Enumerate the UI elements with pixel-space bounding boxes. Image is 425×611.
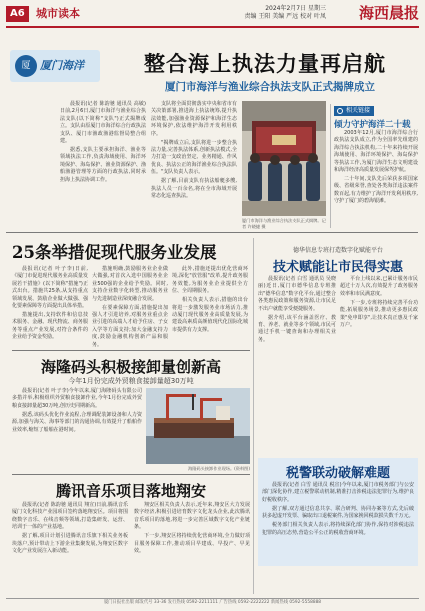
port-body — [12, 388, 142, 466]
port-subheadline: 今年1月份完成外贸粮食接卸量超30万吨 — [68, 377, 194, 385]
page-footer: 厦门日报社出版 邮发代号 33-36 发行热线 0592-2211111 广告热线 0592-2222222 新闻热线 0592-5558888 — [6, 598, 419, 606]
tencent-paragraph: 晨报讯(记者 陈韵驰 通讯员 翔宣)日前,腾讯音乐厦门文化科技产业园项目签约落地翔安区。项目将围绕数字音乐、在线音频等领域,打造集研发、运营、培训于一体的产业基地。 — [12, 502, 128, 531]
tech-column-2 — [340, 276, 418, 452]
port-paragraph: 晨报讯(记者 叶子李)今年以来,厦门海隆码头有限公司多措并举,积极组织外贸粮食接卸作业,今年1月份完成外贸粮食接卸量超30万吨,创历史同期新高。 — [12, 388, 142, 409]
tax-paragraph: 据了解,双方通过信息共享、联合研判、协同办案等方式,先后破获多起虚开发票、骗取出口退税案件,为国家挽回税款损失数千万元。 — [262, 505, 414, 520]
sidebar-paragraph: 2003年12月,厦门市海洋综合行政执法支队成立,作为全国率先组建的海洋综合执法机构,二十年来持续开展海域使用、海洋环境保护、海岛保护等执法工作,为厦门海洋生态文明建设和海洋经济高质量发展保驾护航。 — [334, 130, 418, 174]
section-rule — [6, 232, 418, 233]
services-paragraph: 晨报讯(记者 叶子李)日前,《厦门市促进现代服务业高质量发展若干措施》(以下简称"措施")正式出台。措施共25条,从支持重点领域发展、鼓励企业做大做强、强化要素保障等方面提出具体举措。 — [12, 266, 88, 310]
sidebar-divider — [330, 104, 331, 228]
tencent-paragraph: 翔安区相关负责人表示,近年来,翔安区大力发展数字经济,积极引进培育数字文化龙头企业,此次腾讯音乐项目的落地,将进一步完善区域数字文化产业链条。 — [134, 502, 250, 531]
lead-paragraph: 据了解,目前支队有执法船艇多艘,执法人员一百余名,将在全市海域开展常态化巡查执法。 — [151, 178, 237, 200]
tax-paragraph: 晨报讯(记者 白雪 通讯员 税宣)今年以来,厦门市税务部门与公安部门深化协作,建立税警联动机制,精准打击涉税违法犯罪行为,维护良好税收秩序。 — [262, 482, 414, 503]
services-column-3 — [172, 266, 248, 344]
tech-column-1 — [258, 276, 336, 452]
services-column-1 — [12, 266, 88, 344]
masthead-rule — [6, 26, 419, 28]
story-headline-services: 25条举措促现代服务业发展 — [12, 243, 217, 262]
port-photo-caption: 海隆码头接卸作业现场。(资料图) — [188, 466, 250, 471]
section-rule — [12, 350, 250, 351]
services-paragraph: 措施提出,支持软件和信息技术服务、金融、现代物流、商务服务等重点产业发展,对符合条件的企业给予资金奖励。 — [12, 312, 88, 341]
masthead — [0, 0, 425, 28]
tech-paragraph: 晨报讯(记者 白雪 通讯员 吴晓丽)近日,厦门市德华信息专班推出"德华信息"数字化平台,通过整合各类惠民政策和服务资源,让市民足不出户就能享受便捷服务。 — [258, 276, 336, 312]
right-column-divider — [253, 238, 254, 594]
section-rule — [12, 474, 250, 475]
tech-paragraph: 据介绍,该平台涵盖医疗、教育、养老、就业等多个领域,市民可通过手机一键查询和办理相关业务。 — [258, 314, 336, 343]
sidebar-paragraph: 二十年间,支队先后荣获多项国家级、省级荣誉,查处各类海洋违法案件数百起,有力维护了海洋开发利用秩序,守护了厦门的碧海银滩。 — [334, 176, 418, 205]
newspaper-brand: 海西晨报 — [358, 4, 419, 22]
services-column-2 — [92, 266, 168, 348]
tax-paragraph: 税务部门相关负责人表示,将持续深化部门协作,保持对涉税违法犯罪的高压态势,营造公平公正的税收营商环境。 — [262, 522, 414, 536]
sidebar-body — [334, 130, 418, 228]
column-logo-text: 厦门海洋 — [40, 59, 84, 72]
story-headline-port: 海隆码头积极接卸量创新高 — [40, 358, 221, 376]
services-paragraph: 措施明确,鼓励服务业企业做大做强,对首次入选中国服务业企业500强的企业给予奖励。同时,支持企业数字化转型,推动服务业与先进制造业深度融合发展。 — [92, 266, 168, 302]
related-link-label: 相关链接 — [346, 107, 371, 114]
story-headline-tech: 技术赋能让市民得实惠 — [272, 260, 403, 275]
lead-paragraph: 晨报讯(记者 陈韵驰 通讯员 高敏)日前,2月6日,厦门市海洋与渔业综合执法支队(以下简称"支队")正式揭牌成立。支队由原厦门市海洋综合行政执法支队、厦门市渔政渔港监督局整合组建。 — [60, 101, 146, 145]
lead-subheadline: 厦门市海洋与渔业综合执法支队正式揭牌成立 — [165, 81, 375, 93]
lead-column-2 — [151, 101, 237, 225]
tencent-column-1 — [12, 502, 128, 594]
port-photo-image — [146, 388, 250, 464]
lead-paragraph: 支队将全面贯彻落实中央和省市有关决策部署,推进海上执法统筹,提升执法效能,加强渔业资源保护和海洋生态环境保护,依法维护海洋开发利用秩序。 — [151, 101, 237, 137]
column-logo — [10, 50, 100, 82]
link-icon — [337, 108, 343, 114]
tech-paragraph: 下一步,专班将持续完善平台功能,拓展服务场景,推动更多惠民政策"免申即享",让技术真正惠及千家万户。 — [340, 299, 418, 329]
lead-photo — [242, 101, 326, 216]
services-paragraph: 在要素保障方面,措施提出加强人才引进培养,对服务业重点企业引进的高端人才给予住房、子女入学等方面支持;加大金融支持力度,鼓励金融机构创新产品和服务。 — [92, 304, 168, 348]
port-paragraph: 据悉,该码头优化作业流程,合理调配装卸设备和人力资源,加强与海关、海事等部门的沟通协调,有效提升了船舶作业效率,缩短了船舶在港时间。 — [12, 411, 142, 433]
story-headline-tencent: 腾讯音乐项目落地翔安 — [55, 482, 206, 500]
lead-headline: 整合海上执法力量再启航 — [144, 51, 386, 76]
column-logo-mark: 厦 — [15, 55, 37, 77]
tax-body — [262, 482, 414, 594]
date-text: 2024年2月7日 星期三 — [265, 5, 326, 12]
services-paragraph: 相关负责人表示,措施的出台将进一步激发服务业市场活力,推动厦门现代服务业高质量发展,为建设高素质高颜值现代化国际化城市提供有力支撑。 — [172, 297, 248, 333]
sidebar-title: 倾力守护海洋二十载 — [334, 120, 411, 130]
story-headline-tax: 税警联动破解难题 — [285, 466, 390, 481]
date-line — [216, 5, 326, 21]
lead-paragraph: "揭牌成立后,支队将进一步整合执法力量,完善执法体系,创新执法模式,全力打造一支政治坚定、业务精通、作风优良、执法公正的海洋渔业综合执法队伍。"支队负责人表示。 — [151, 139, 237, 176]
tencent-column-2 — [134, 502, 250, 594]
lead-photo-image — [242, 101, 326, 216]
lead-column-1 — [60, 101, 146, 225]
tech-paragraph: 平台上线以来,已累计服务市民超过十万人次,有效提升了政务服务效率和市民满意度。 — [340, 276, 418, 297]
editors-text: 责编 王阳 美编 严远 校对 叶凤 — [244, 13, 326, 20]
related-link-tag — [334, 106, 374, 116]
services-paragraph: 此外,措施还提出优化营商环境,深化"放管服"改革,提升政务服务效能,为服务业企业提供全方位、全周期服务。 — [172, 266, 248, 295]
tencent-paragraph: 据了解,项目计划引进腾讯音乐旗下相关业务板块落户,预计带动上下游企业集聚发展,为翔安区数字文化产业发展注入新动能。 — [12, 533, 128, 555]
tech-kicker: 德华信息专班打造数字化赋能平台 — [292, 247, 383, 254]
section-label: 城市读本 — [36, 7, 80, 20]
port-photo — [146, 388, 250, 464]
page-number-badge: A6 — [6, 6, 29, 22]
lead-paragraph: 据悉,支队主要承担海洋、渔业等领域执法工作,负责海域使用、海洋环境保护、海岛保护、渔业资源保护、渔船渔港管理等方面的行政执法,同时承担海上执法协调工作。 — [60, 147, 146, 183]
tencent-paragraph: 下一步,翔安区将持续优化营商环境,全力做好项目服务保障工作,推动项目早建成、早投产、早见效。 — [134, 533, 250, 555]
lead-photo-caption: 厦门市海洋与渔业综合执法支队正式揭牌。记者 许晓捷 摄 — [242, 218, 326, 229]
